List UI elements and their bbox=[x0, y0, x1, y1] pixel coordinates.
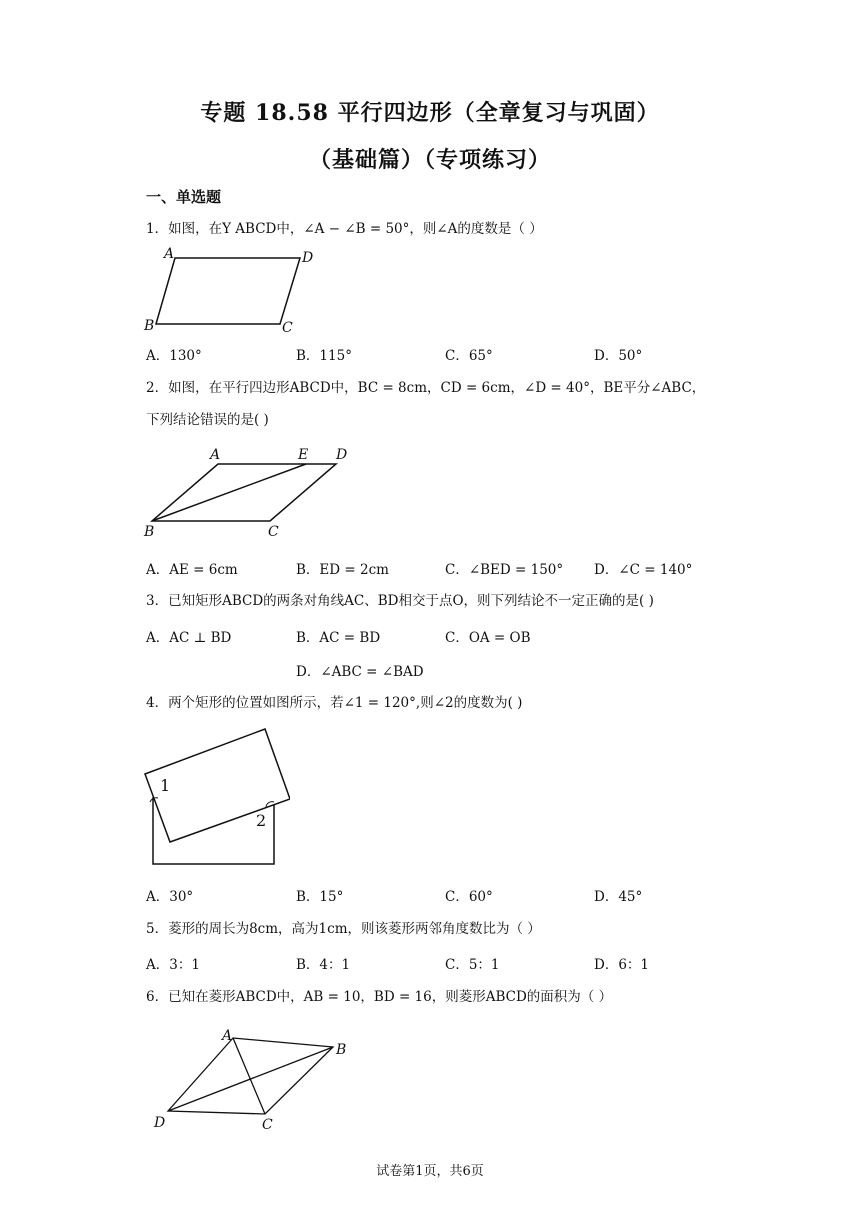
page-title: 专题 18.58 平行四边形（全章复习与巩固） bbox=[200, 100, 660, 126]
page-subtitle: （基础篇）（专项练习） bbox=[308, 147, 551, 173]
figure-label-angle-2: 2 bbox=[256, 811, 267, 830]
question-3-option-a[interactable]: A．AC ⊥ BD bbox=[146, 630, 232, 646]
figure-label-a: A bbox=[210, 447, 221, 463]
question-6-figure bbox=[150, 1026, 360, 1136]
figure-label-c: C bbox=[262, 1117, 273, 1133]
question-3-option-d[interactable]: D．∠ABC = ∠BAD bbox=[296, 664, 424, 680]
question-6-stem: 6．已知在菱形ABCD中，AB = 10，BD = 16，则菱形ABCD的面积为（ ） bbox=[146, 989, 613, 1005]
question-1-option-d[interactable]: D．50° bbox=[594, 348, 643, 364]
diagonal-ac bbox=[233, 1038, 265, 1114]
question-2-option-a[interactable]: A．AE = 6cm bbox=[146, 562, 238, 578]
section-heading: 一、单选题 bbox=[146, 188, 222, 206]
question-4-figure bbox=[140, 722, 290, 870]
figure-label-b: B bbox=[144, 318, 155, 334]
question-4-option-d[interactable]: D．45° bbox=[594, 889, 643, 905]
question-4-option-c[interactable]: C．60° bbox=[445, 889, 493, 905]
question-2-stem-line1: 2．如图，在平行四边形ABCD中，BC = 8cm，CD = 6cm，∠D = 40°，BE平分∠ABC， bbox=[146, 380, 706, 396]
question-4-option-a[interactable]: A．30° bbox=[146, 889, 194, 905]
parallelogram-abcd bbox=[156, 258, 300, 324]
parallelogram-abcd bbox=[152, 464, 336, 521]
question-1-stem: 1．如图，在Y ABCD中，∠A − ∠B = 50°，则∠A的度数是（ ） bbox=[146, 221, 543, 237]
question-1-option-b[interactable]: B．115° bbox=[296, 348, 352, 364]
page-footer: 试卷第1页，共6页 bbox=[376, 1164, 484, 1179]
question-4-option-b[interactable]: B．15° bbox=[296, 889, 344, 905]
figure-label-a: A bbox=[164, 246, 175, 262]
figure-label-d: D bbox=[302, 250, 314, 266]
question-2-option-b[interactable]: B．ED = 2cm bbox=[296, 562, 389, 578]
question-1-figure bbox=[140, 244, 320, 336]
question-2-figure bbox=[140, 444, 360, 542]
question-5-option-a[interactable]: A．3：1 bbox=[146, 957, 200, 973]
figure-label-d: D bbox=[154, 1115, 166, 1131]
question-3-stem: 3．已知矩形ABCD的两条对角线AC、BD相交于点O，则下列结论不一定正确的是( ) bbox=[146, 593, 654, 609]
figure-label-a: A bbox=[222, 1028, 233, 1044]
question-3-option-b[interactable]: B．AC = BD bbox=[296, 630, 381, 646]
figure-label-b: B bbox=[336, 1042, 347, 1058]
question-5-option-b[interactable]: B．4：1 bbox=[296, 957, 351, 973]
diagonal-bd bbox=[168, 1047, 333, 1111]
question-1-option-c[interactable]: C．65° bbox=[445, 348, 493, 364]
question-2-stem-line2: 下列结论错误的是( ) bbox=[146, 412, 269, 428]
segment-be bbox=[152, 464, 306, 521]
figure-label-b: B bbox=[144, 524, 155, 540]
figure-label-e: E bbox=[298, 447, 309, 463]
question-2-option-d[interactable]: D．∠C = 140° bbox=[594, 562, 693, 578]
question-5-option-c[interactable]: C．5：1 bbox=[445, 957, 500, 973]
figure-label-angle-1: 1 bbox=[160, 776, 171, 795]
question-5-stem: 5．菱形的周长为8cm，高为1cm，则该菱形两邻角度数比为（ ） bbox=[146, 921, 541, 937]
question-2-option-c[interactable]: C．∠BED = 150° bbox=[445, 562, 564, 578]
question-3-option-c[interactable]: C．OA = OB bbox=[445, 630, 531, 646]
rhombus-abcd bbox=[168, 1038, 333, 1114]
figure-label-c: C bbox=[268, 524, 279, 540]
question-5-option-d[interactable]: D．6：1 bbox=[594, 957, 650, 973]
figure-label-d: D bbox=[336, 447, 348, 463]
question-1-option-a[interactable]: A．130° bbox=[146, 348, 202, 364]
figure-label-c: C bbox=[282, 320, 293, 336]
question-4-stem: 4．两个矩形的位置如图所示，若∠1 = 120°,则∠2的度数为( ) bbox=[146, 695, 523, 711]
